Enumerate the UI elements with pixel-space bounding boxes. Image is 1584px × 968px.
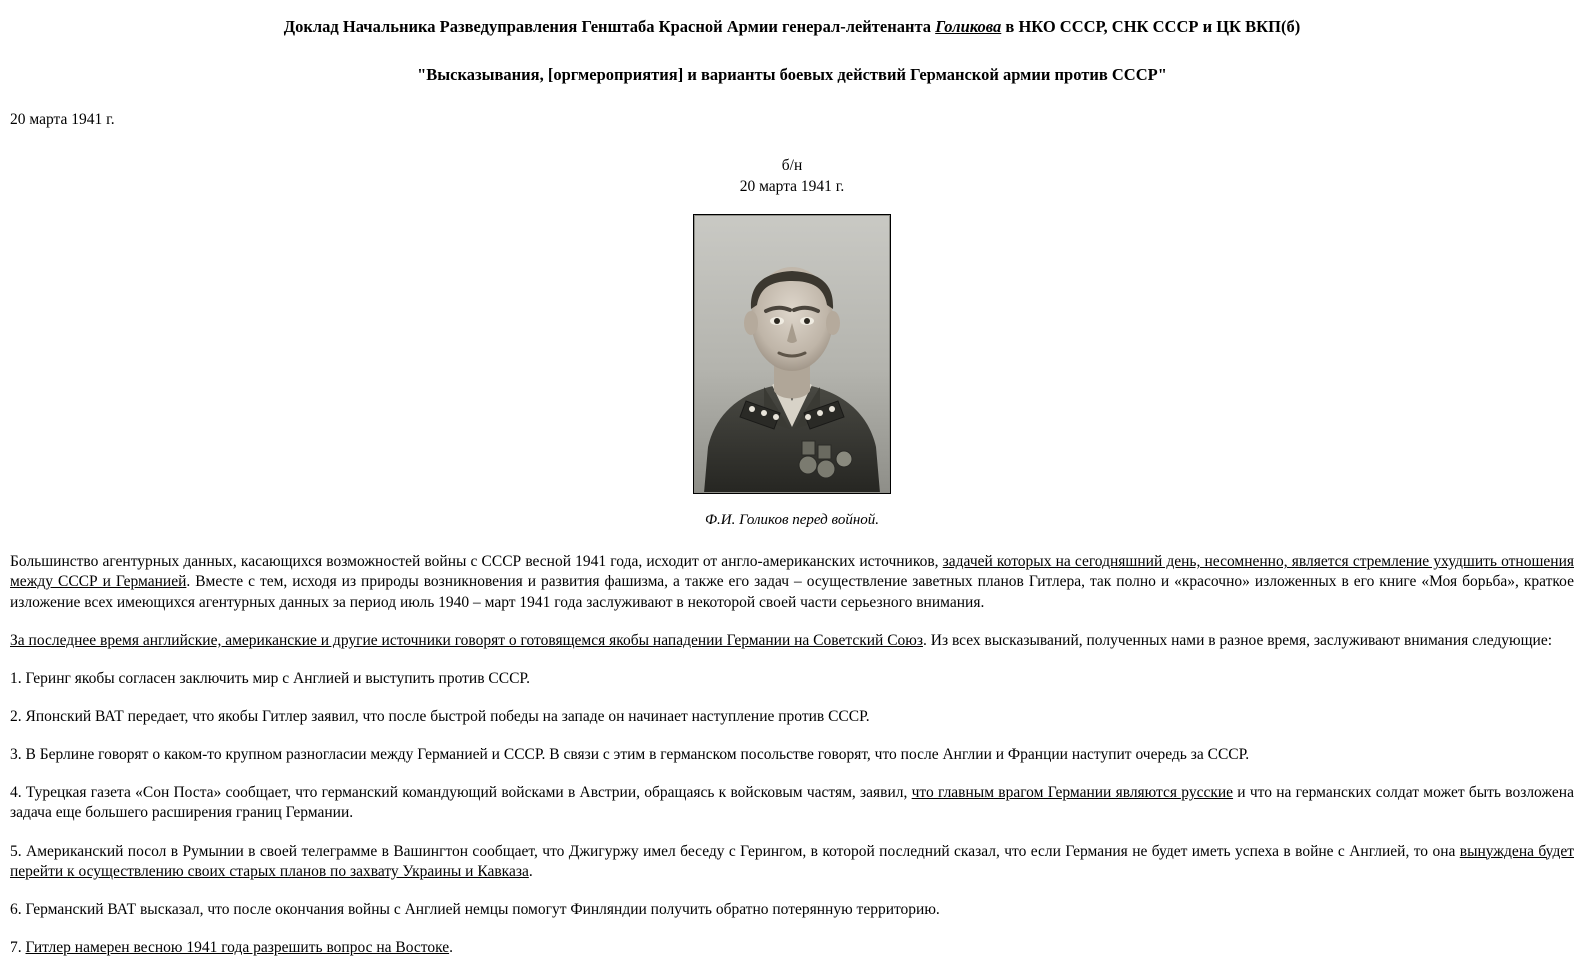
page-title bbox=[10, 16, 1574, 38]
paragraph-p1 bbox=[10, 552, 1574, 612]
portrait-frame bbox=[693, 214, 891, 494]
text-run: 2. Японский ВАТ передает, что якобы Гитлер заявил, что после быстрой победы на западе он начинает наступление против СССР. bbox=[10, 708, 870, 726]
document-number-block bbox=[10, 156, 1574, 198]
paragraph-p2 bbox=[10, 631, 1574, 651]
page-title-after: в НКО СССР, СНК СССР и ЦК ВКП(б) bbox=[1001, 17, 1301, 36]
paragraph-item6 bbox=[10, 900, 1574, 920]
document-body bbox=[10, 552, 1574, 958]
text-run: . Вместе с тем, исходя из природы возникновения и развития фашизма, а также его задач – осуществление заветных планов Гитлера, так полно и «красочно» изложенных в его книге «Моя борьба», краткое изложение всех имеющихся агентурных данных за период июль 1940 – март 1941 года заслуживают в некоторой своей части серьезного внимания. bbox=[10, 573, 1574, 611]
underlined-text: Гитлер намерен весною 1941 года разрешить вопрос на Востоке bbox=[25, 939, 450, 957]
text-run: и что на германских солдат может быть возложена задача еще большего расширения границ Германии. bbox=[10, 784, 1574, 822]
text-run: 7. bbox=[10, 939, 26, 957]
paragraph-item7 bbox=[10, 938, 1574, 958]
paragraph-item4 bbox=[10, 783, 1574, 823]
document-number-date: 20 марта 1941 г. bbox=[739, 177, 845, 195]
text-run: . Из всех высказываний, полученных нами в разное время, заслуживают внимания следующие: bbox=[923, 631, 1553, 649]
text-run: 5. Американский посол в Румынии в своей телеграмме в Вашингтон сообщает, что Джигуржу имел беседу с Герингом, в которой последний сказал, что если Германия не будет иметь успеха в войне с Англией, то она bbox=[10, 842, 1460, 860]
text-run: . bbox=[528, 862, 533, 880]
portrait-figure bbox=[10, 214, 1574, 531]
underlined-text: вынуждена будет перейти к осуществлению своих старых планов по захвату Украины и Кавказа bbox=[10, 842, 1574, 880]
paragraph-item3 bbox=[10, 745, 1574, 765]
paragraph-item2 bbox=[10, 707, 1574, 727]
paragraph-item5 bbox=[10, 842, 1574, 882]
document-number: б/н bbox=[781, 156, 803, 174]
text-run: Большинство агентурных данных, касающихся возможностей войны с СССР весной 1941 года, исходит от англо-американских источников, bbox=[10, 553, 943, 571]
paragraph-item1 bbox=[10, 669, 1574, 689]
portrait-photo-image bbox=[694, 215, 890, 493]
underlined-text: За последнее время английские, американские и другие источники говорят о готовящемся якобы нападении Германии на Советский Союз bbox=[10, 631, 923, 649]
golikov-link[interactable]: Голикова bbox=[935, 17, 1002, 36]
photo-caption: Ф.И. Голиков перед войной. bbox=[704, 511, 880, 528]
text-run: . bbox=[449, 939, 453, 957]
text-run: 6. Германский ВАТ высказал, что после окончания войны с Англией немцы помогут Финляндии получить обратно потерянную территорию. bbox=[10, 900, 940, 918]
page-title-before: Доклад Начальника Разведуправления Генштаба Красной Армии генерал-лейтенанта bbox=[283, 17, 936, 36]
underlined-text: задачей которых на сегодняшний день, несомненно, является стремление ухудшить отношения между СССР и Германией bbox=[10, 553, 1574, 591]
text-run: 1. Геринг якобы согласен заключить мир с Англией и выступить против СССР. bbox=[10, 669, 530, 687]
text-run: 3. В Берлине говорят о каком-то крупном разногласии между Германией и СССР. В связи с этим в германском посольстве говорят, что после Англии и Франции наступит очередь за СССР. bbox=[10, 746, 1250, 764]
text-run: 4. Турецкая газета «Сон Поста» сообщает, что германский командующий войсками в Австрии, обращаясь к войсковым частям, заявил, bbox=[10, 784, 912, 802]
underlined-text: что главным врагом Германии являются русские bbox=[911, 784, 1234, 802]
page-subtitle: "Высказывания, [оргмероприятия] и варианты боевых действий Германской армии против СССР" bbox=[417, 65, 1167, 85]
document-date: 20 марта 1941 г. bbox=[10, 110, 115, 128]
